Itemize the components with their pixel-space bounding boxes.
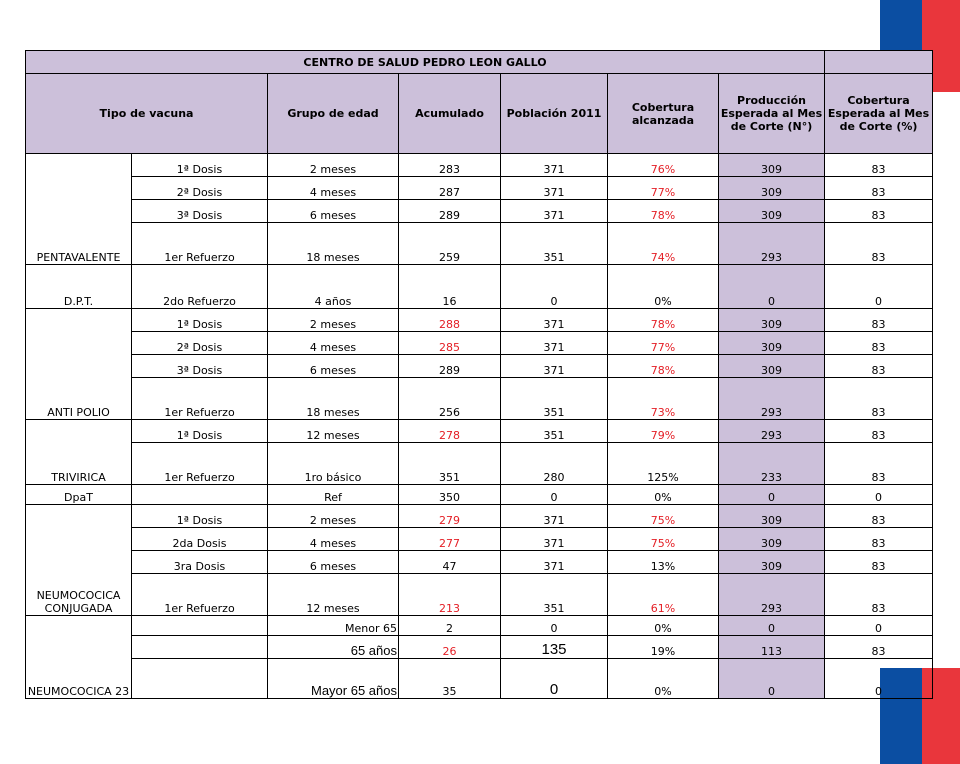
cell-acum: 213 (399, 574, 501, 616)
cell-age: 2 meses (268, 154, 399, 177)
vaccine-name-cell: ANTI POLIO (26, 309, 132, 420)
table-row (26, 355, 933, 378)
header-tipo-vacuna: Tipo de vacuna (26, 74, 268, 154)
cell-age: 4 meses (268, 528, 399, 551)
cell-cob: 75% (608, 505, 719, 528)
cell-cob: 75% (608, 528, 719, 551)
cell-esp: 83 (825, 574, 933, 616)
cell-prod: 0 (719, 659, 825, 699)
table-row (26, 485, 933, 505)
cell-esp: 83 (825, 505, 933, 528)
cell-cob: 0% (608, 265, 719, 309)
cell-esp: 83 (825, 528, 933, 551)
cell-dose: 1er Refuerzo (132, 378, 268, 420)
cell-pob: 0 (501, 659, 608, 699)
header-grupo-edad: Grupo de edad (268, 74, 399, 154)
cell-pob: 371 (501, 505, 608, 528)
cell-age: 6 meses (268, 355, 399, 378)
cell-cob: 77% (608, 332, 719, 355)
cell-pob: 371 (501, 355, 608, 378)
cell-esp: 83 (825, 309, 933, 332)
cell-esp: 0 (825, 659, 933, 699)
cell-esp: 83 (825, 154, 933, 177)
cell-dose (132, 636, 268, 659)
cell-cob: 78% (608, 355, 719, 378)
vaccine-name-cell: D.P.T. (26, 265, 132, 309)
vaccine-name-cell: DpaT (26, 485, 132, 505)
cell-age: 4 años (268, 265, 399, 309)
cell-pob: 371 (501, 154, 608, 177)
table-row (26, 505, 933, 528)
cell-prod: 233 (719, 443, 825, 485)
cell-age: 2 meses (268, 309, 399, 332)
header-cobertura-alcanzada: Cobertura alcanzada (608, 74, 719, 154)
cell-prod: 0 (719, 485, 825, 505)
cell-dose: 2da Dosis (132, 528, 268, 551)
table-title: CENTRO DE SALUD PEDRO LEON GALLO (26, 51, 825, 74)
cell-acum: 16 (399, 265, 501, 309)
table-body (26, 154, 933, 699)
cell-acum: 289 (399, 355, 501, 378)
table-row (26, 528, 933, 551)
table-row (26, 616, 933, 636)
cell-esp: 83 (825, 355, 933, 378)
vaccine-name-cell: PENTAVALENTE (26, 154, 132, 265)
cell-cob: 73% (608, 378, 719, 420)
cell-acum: 289 (399, 200, 501, 223)
cell-pob: 371 (501, 332, 608, 355)
cell-prod: 309 (719, 505, 825, 528)
table-row (26, 636, 933, 659)
cell-prod: 309 (719, 200, 825, 223)
cell-prod: 293 (719, 420, 825, 443)
vaccine-name-cell: NEUMOCOCICA 23 (26, 616, 132, 699)
cell-prod: 113 (719, 636, 825, 659)
cell-prod: 309 (719, 154, 825, 177)
cell-age: 12 meses (268, 420, 399, 443)
cell-dose: 2ª Dosis (132, 332, 268, 355)
cell-pob: 371 (501, 528, 608, 551)
cell-age: 6 meses (268, 551, 399, 574)
cell-dose: 1ª Dosis (132, 505, 268, 528)
cell-acum: 287 (399, 177, 501, 200)
table-row (26, 177, 933, 200)
cell-cob: 13% (608, 551, 719, 574)
cell-pob: 351 (501, 378, 608, 420)
cell-age: Menor 65 (268, 616, 399, 636)
cell-cob: 76% (608, 154, 719, 177)
cell-age: 18 meses (268, 223, 399, 265)
table-row (26, 200, 933, 223)
cell-dose: 1ª Dosis (132, 154, 268, 177)
table-row (26, 309, 933, 332)
cell-dose: 2do Refuerzo (132, 265, 268, 309)
table-row (26, 332, 933, 355)
cell-pob: 135 (501, 636, 608, 659)
cell-esp: 0 (825, 616, 933, 636)
cell-pob: 371 (501, 551, 608, 574)
cell-pob: 0 (501, 616, 608, 636)
table-row (26, 378, 933, 420)
cell-dose (132, 659, 268, 699)
cell-cob: 61% (608, 574, 719, 616)
cell-prod: 293 (719, 574, 825, 616)
table-row (26, 443, 933, 485)
cell-age: 65 años (268, 636, 399, 659)
cell-esp: 83 (825, 332, 933, 355)
cell-prod: 0 (719, 265, 825, 309)
cell-esp: 83 (825, 223, 933, 265)
cell-age: 6 meses (268, 200, 399, 223)
cell-dose: 1er Refuerzo (132, 443, 268, 485)
vaccine-coverage-table (25, 50, 933, 699)
cell-dose (132, 485, 268, 505)
cell-pob: 0 (501, 485, 608, 505)
cell-pob: 371 (501, 200, 608, 223)
cell-cob: 78% (608, 309, 719, 332)
vaccine-name-cell: NEUMOCOCICA CONJUGADA (26, 505, 132, 616)
cell-acum: 256 (399, 378, 501, 420)
cell-esp: 0 (825, 485, 933, 505)
cell-pob: 0 (501, 265, 608, 309)
cell-prod: 309 (719, 355, 825, 378)
cell-age: 2 meses (268, 505, 399, 528)
cell-prod: 0 (719, 616, 825, 636)
cell-acum: 285 (399, 332, 501, 355)
cell-cob: 79% (608, 420, 719, 443)
cell-prod: 293 (719, 223, 825, 265)
cell-pob: 351 (501, 420, 608, 443)
cell-age: 4 meses (268, 177, 399, 200)
cell-age: Ref (268, 485, 399, 505)
cell-pob: 351 (501, 223, 608, 265)
cell-prod: 293 (719, 378, 825, 420)
vaccine-name-cell: TRIVIRICA (26, 420, 132, 485)
header-produccion-esperada: Producción Esperada al Mes de Corte (N°) (719, 74, 825, 154)
cell-acum: 278 (399, 420, 501, 443)
cell-dose: 1ª Dosis (132, 420, 268, 443)
cell-prod: 309 (719, 332, 825, 355)
cell-prod: 309 (719, 309, 825, 332)
cell-dose: 1er Refuerzo (132, 574, 268, 616)
cell-prod: 309 (719, 177, 825, 200)
cell-cob: 74% (608, 223, 719, 265)
cell-prod: 309 (719, 528, 825, 551)
cell-acum: 35 (399, 659, 501, 699)
cell-esp: 83 (825, 378, 933, 420)
cell-esp: 83 (825, 420, 933, 443)
cell-cob: 0% (608, 485, 719, 505)
cell-age: 18 meses (268, 378, 399, 420)
cell-acum: 47 (399, 551, 501, 574)
cell-esp: 0 (825, 265, 933, 309)
cell-age: Mayor 65 años (268, 659, 399, 699)
cell-esp: 83 (825, 551, 933, 574)
cell-dose: 3ra Dosis (132, 551, 268, 574)
table-row (26, 223, 933, 265)
cell-dose: 1er Refuerzo (132, 223, 268, 265)
cell-acum: 2 (399, 616, 501, 636)
cell-cob: 19% (608, 636, 719, 659)
table-row (26, 659, 933, 699)
table-row (26, 265, 933, 309)
cell-pob: 351 (501, 574, 608, 616)
cell-acum: 279 (399, 505, 501, 528)
cell-acum: 259 (399, 223, 501, 265)
cell-pob: 280 (501, 443, 608, 485)
cell-pob: 371 (501, 309, 608, 332)
header-cobertura-esperada: Cobertura Esperada al Mes de Corte (%) (825, 74, 933, 154)
cell-dose: 3ª Dosis (132, 200, 268, 223)
cell-acum: 26 (399, 636, 501, 659)
cell-esp: 83 (825, 443, 933, 485)
cell-acum: 277 (399, 528, 501, 551)
header-poblacion: Población 2011 (501, 74, 608, 154)
cell-esp: 83 (825, 636, 933, 659)
cell-dose: 1ª Dosis (132, 309, 268, 332)
cell-cob: 0% (608, 659, 719, 699)
cell-dose: 2ª Dosis (132, 177, 268, 200)
table-row (26, 551, 933, 574)
cell-acum: 283 (399, 154, 501, 177)
cell-cob: 0% (608, 616, 719, 636)
cell-pob: 371 (501, 177, 608, 200)
cell-acum: 350 (399, 485, 501, 505)
cell-cob: 77% (608, 177, 719, 200)
table-row (26, 574, 933, 616)
table-row (26, 420, 933, 443)
cell-acum: 351 (399, 443, 501, 485)
cell-cob: 78% (608, 200, 719, 223)
cell-cob: 125% (608, 443, 719, 485)
cell-esp: 83 (825, 200, 933, 223)
header-acumulado: Acumulado (399, 74, 501, 154)
cell-prod: 309 (719, 551, 825, 574)
cell-esp: 83 (825, 177, 933, 200)
cell-dose: 3ª Dosis (132, 355, 268, 378)
cell-age: 4 meses (268, 332, 399, 355)
cell-acum: 288 (399, 309, 501, 332)
cell-age: 12 meses (268, 574, 399, 616)
cell-dose (132, 616, 268, 636)
title-blank-cell (825, 51, 933, 74)
cell-age: 1ro básico (268, 443, 399, 485)
table-row (26, 154, 933, 177)
